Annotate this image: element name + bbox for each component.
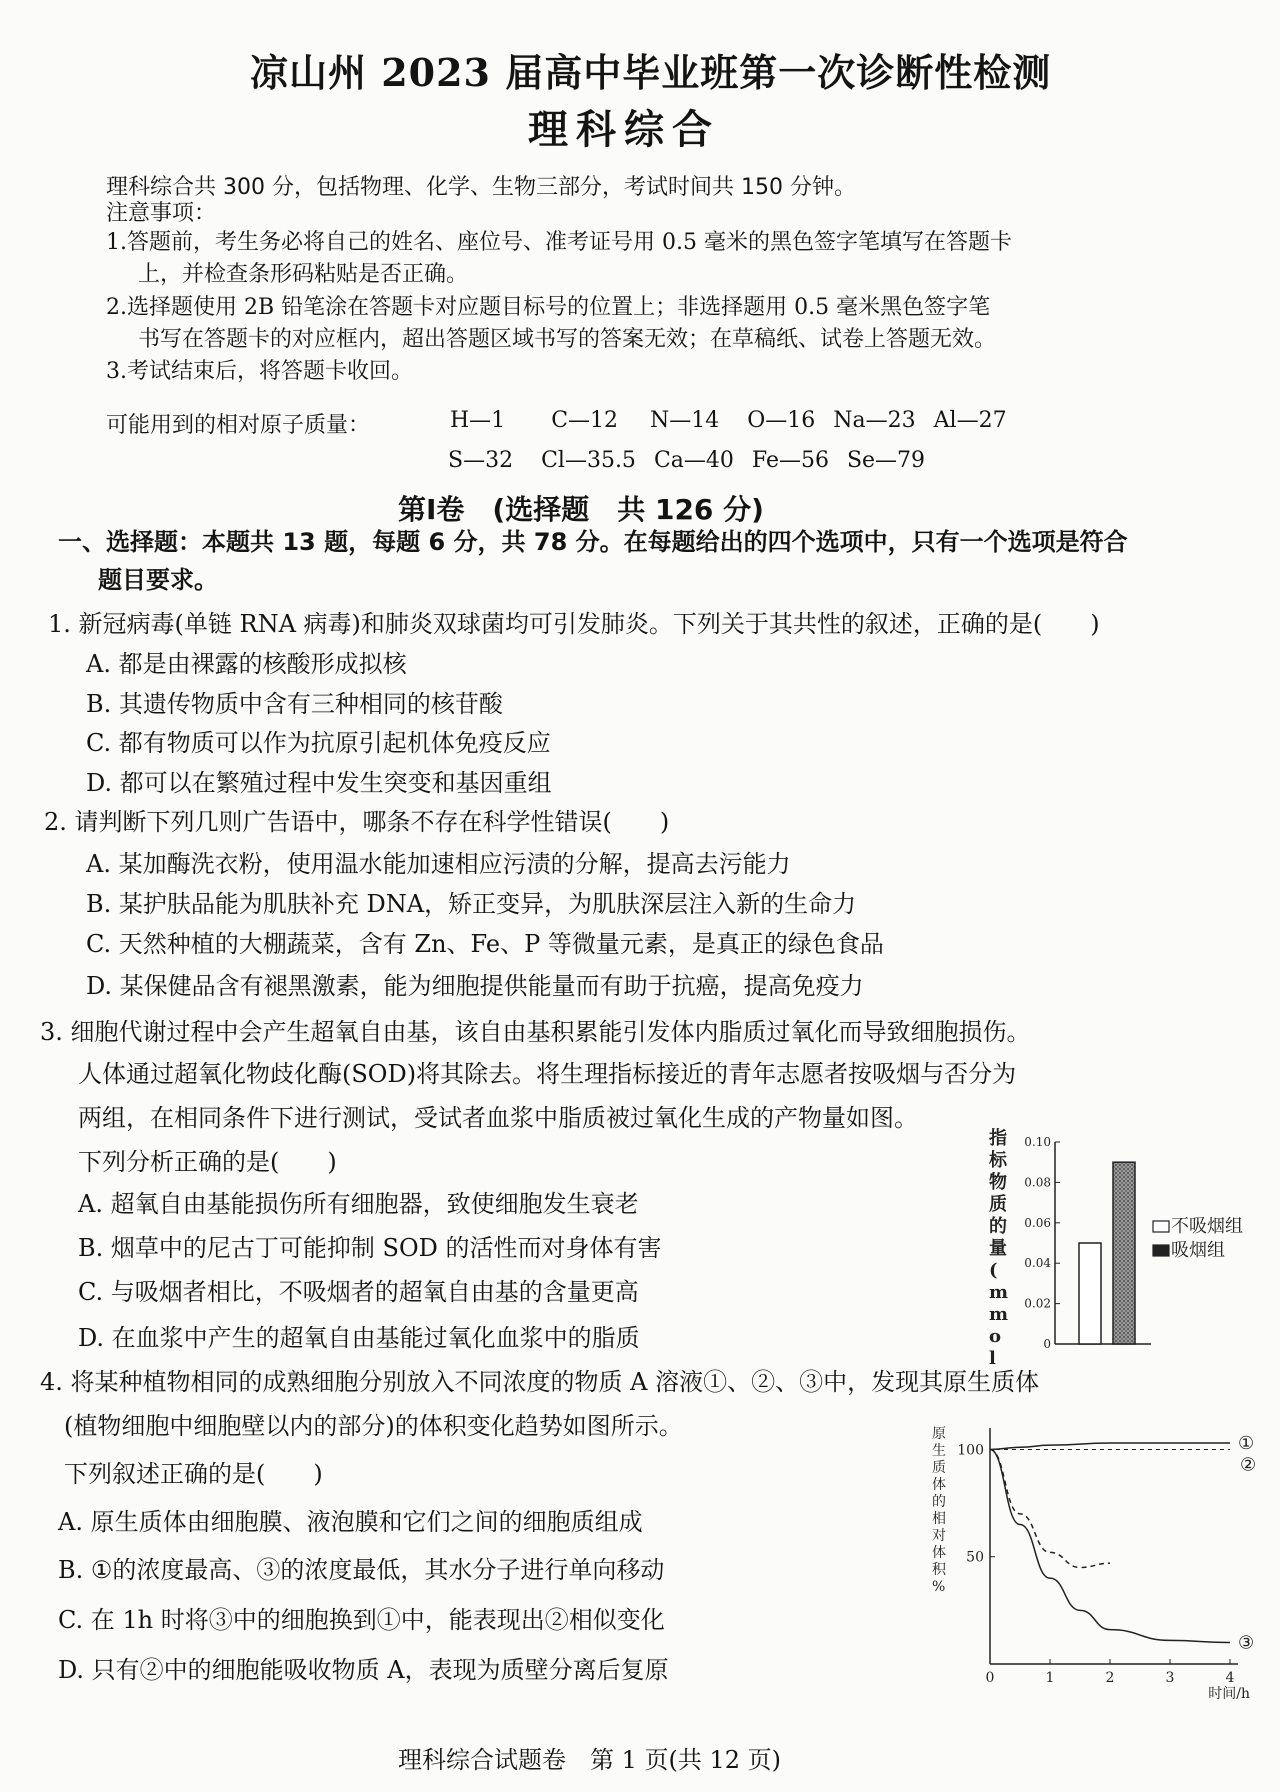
line-chart-xtick-label: 0 <box>985 1670 995 1686</box>
question-stem: 3. 细胞代谢过程中会产生超氧自由基，该自由基积累能引发体内脂质过氧化而导致细胞损伤。 <box>40 1018 1031 1046</box>
notice-item: 上，并检查条形码粘贴是否正确。 <box>138 262 469 287</box>
line-chart-ylabel-char: 原 <box>932 1426 946 1442</box>
legend-swatch <box>1153 1245 1169 1256</box>
line-chart-xlabel: 时间/h <box>1208 1686 1250 1702</box>
notice-heading: 注意事项： <box>106 201 217 226</box>
line-series-1 <box>990 1443 1230 1449</box>
line-series-3 <box>990 1449 1230 1642</box>
line-chart-ylabel-char: 体 <box>932 1545 946 1561</box>
section-title: 第Ⅰ卷 (选择题 共 126 分) <box>398 493 764 526</box>
notice-item: 1.答题前，考生务必将自己的姓名、座位号、准考证号用 0.5 毫米的黑色签字笔填写在答题卡 <box>106 230 1012 255</box>
line-chart-ylabel-char: 质 <box>932 1460 946 1476</box>
line-chart-ylabel-char: % <box>932 1579 946 1595</box>
atomic-mass-row-1 <box>450 408 1025 433</box>
question-stem: 4. 将某种植物相同的成熟细胞分别放入不同浓度的物质 A 溶液①、②、③中，发现其原生质体 <box>40 1368 1040 1396</box>
atomic-mass-item: Al—27 <box>933 408 1007 433</box>
question-stem: 下列叙述正确的是( ) <box>64 1460 323 1488</box>
bar-chart-ylabel-char: 物 <box>989 1172 1007 1193</box>
page-footer: 理科综合试题卷 第 1 页(共 12 页) <box>398 1746 782 1774</box>
question-option: C. 在 1h 时将③中的细胞换到①中，能表现出②相似变化 <box>58 1606 665 1634</box>
line-chart-ylabel-char: 积 <box>932 1562 946 1578</box>
legend-label: 不吸烟组 <box>1171 1216 1243 1237</box>
line-chart-xtick-label: 3 <box>1165 1670 1175 1686</box>
line-chart-ytick-label: 50 <box>966 1549 984 1566</box>
line-chart-ylabel-char: 体 <box>932 1477 946 1493</box>
bar-chart-ylabel-char: 标 <box>989 1150 1007 1171</box>
exam-title: 凉山州 2023 届高中毕业班第一次诊断性检测 <box>250 50 1052 95</box>
question-option: D. 只有②中的细胞能吸收物质 A，表现为质壁分离后复原 <box>58 1656 669 1684</box>
bar-chart-ytick-label: 0 <box>1043 1337 1051 1351</box>
section-heading: 题目要求。 <box>98 566 218 594</box>
bar-chart-ylabel-char: o <box>989 1326 1002 1347</box>
exam-subtitle: 理科综合 <box>528 106 720 153</box>
line-chart-xtick-label: 4 <box>1225 1670 1235 1686</box>
question-option: A. 原生质体由细胞膜、液泡膜和它们之间的细胞质组成 <box>58 1508 643 1536</box>
line-series-label: ① <box>1238 1433 1255 1455</box>
line-series-2 <box>990 1449 1110 1567</box>
question-option: D. 在血浆中产生的超氧自由基能过氧化血浆中的脂质 <box>78 1324 640 1352</box>
question-option: C. 天然种植的大棚蔬菜，含有 Zn、Fe、P 等微量元素，是真正的绿色食品 <box>86 930 884 958</box>
atomic-mass-label: 可能用到的相对原子质量： <box>106 413 371 438</box>
atomic-mass-item: C—12 <box>551 408 619 433</box>
line-chart-xtick-label: 2 <box>1105 1670 1115 1686</box>
question-option: B. 某护肤品能为肌肤补充 DNA，矫正变异，为肌肤深层注入新的生命力 <box>86 890 857 918</box>
atomic-mass-item: S—32 <box>448 448 514 473</box>
question-option: C. 都有物质可以作为抗原引起机体免疫反应 <box>86 729 551 757</box>
bar-non-smoker <box>1079 1243 1101 1344</box>
line-chart <box>920 1416 1260 1702</box>
question-option: A. 超氧自由基能损伤所有细胞器，致使细胞发生衰老 <box>78 1190 639 1218</box>
bar-chart-ylabel-char: 的 <box>989 1216 1007 1237</box>
question-option: B. 烟草中的尼古丁可能抑制 SOD 的活性而对身体有害 <box>78 1234 662 1262</box>
bar-chart-ylabel-char: l <box>989 1348 996 1364</box>
question-option: D. 某保健品含有褪黑激素，能为细胞提供能量而有助于抗癌，提高免疫力 <box>86 972 864 1000</box>
notice-item: 2.选择题使用 2B 铅笔涂在答题卡对应题目标号的位置上；非选择题用 0.5 毫米黑色签字笔 <box>106 295 991 320</box>
bar-chart-ytick-label: 0.08 <box>1024 1175 1051 1190</box>
line-chart-ylabel-char: 相 <box>932 1511 946 1527</box>
bar-chart-ylabel-char: m <box>989 1282 1009 1303</box>
line-chart-ylabel-char: 对 <box>932 1528 946 1544</box>
atomic-mass-item: Se—79 <box>846 448 926 473</box>
atomic-mass-row-2 <box>448 448 943 473</box>
line-chart-ylabel-char: 的 <box>932 1494 946 1510</box>
legend-label: 吸烟组 <box>1171 1240 1225 1261</box>
question-stem: (植物细胞中细胞壁以内的部分)的体积变化趋势如图所示。 <box>64 1412 683 1440</box>
question-stem: 人体通过超氧化物歧化酶(SOD)将其除去。将生理指标接近的青年志愿者按吸烟与否分为 <box>78 1060 1017 1088</box>
atomic-mass-item: H—1 <box>450 408 506 433</box>
bar-chart-ylabel-char: ( <box>989 1260 998 1281</box>
notice-item: 3.考试结束后，将答题卡收回。 <box>106 359 413 384</box>
atomic-mass-item: Cl—35.5 <box>541 448 636 473</box>
bar-chart-ytick-label: 0.10 <box>1024 1135 1051 1149</box>
question-stem: 2. 请判断下列几则广告语中，哪条不存在科学性错误( ) <box>44 808 670 836</box>
question-option: A. 都是由裸露的核酸形成拟核 <box>86 650 407 678</box>
question-option: C. 与吸烟者相比，不吸烟者的超氧自由基的含量更高 <box>78 1278 639 1306</box>
question-stem: 下列分析正确的是( ) <box>78 1148 337 1176</box>
bar-chart-ylabel-char: m <box>989 1304 1009 1325</box>
question-option: B. ①的浓度最高、③的浓度最低，其水分子进行单向移动 <box>58 1556 665 1584</box>
bar-chart-ylabel-char: 质 <box>989 1194 1007 1215</box>
bar-chart-ytick-label: 0.04 <box>1024 1256 1051 1271</box>
atomic-mass-item: O—16 <box>747 408 816 433</box>
line-chart-ylabel <box>932 1426 947 1595</box>
bar-chart-ytick-label: 0.02 <box>1024 1296 1051 1311</box>
line-chart-xtick-label: 1 <box>1045 1670 1055 1686</box>
question-option: B. 其遗传物质中含有三种相同的核苷酸 <box>86 690 503 718</box>
atomic-mass-item: N—14 <box>650 408 720 433</box>
legend-swatch <box>1153 1221 1169 1232</box>
atomic-mass-item: Fe—56 <box>751 448 829 473</box>
bar-smoker <box>1113 1162 1135 1344</box>
atomic-mass-item: Ca—40 <box>653 448 734 473</box>
bar-chart-ylabel-char: 量 <box>989 1238 1007 1259</box>
line-chart-ytick-label: 100 <box>957 1442 984 1459</box>
line-series-label: ③ <box>1238 1632 1255 1654</box>
bar-chart-ytick-label: 0.06 <box>1024 1215 1051 1230</box>
line-chart-ylabel-char: 生 <box>932 1443 946 1459</box>
notice-item: 书写在答题卡的对应框内，超出答题区域书写的答案无效；在草稿纸、试卷上答题无效。 <box>138 327 997 352</box>
line-series-label: ② <box>1240 1454 1257 1476</box>
bar-chart-ylabel <box>988 1127 1008 1364</box>
question-stem: 两组，在相同条件下进行测试，受试者血浆中脂质被过氧化生成的产物量如图。 <box>78 1104 918 1132</box>
bar-chart-ylabel-char: 指 <box>989 1128 1007 1149</box>
question-stem: 1. 新冠病毒(单链 RNA 病毒)和肺炎双球菌均可引发肺炎。下列关于其共性的叙述，正确的是( ) <box>48 610 1100 638</box>
question-option: A. 某加酶洗衣粉，使用温水能加速相应污渍的分解，提高去污能力 <box>86 850 791 878</box>
section-heading: 一、选择题：本题共 13 题，每题 6 分，共 78 分。在每题给出的四个选项中，只有一个选项是符合 <box>58 528 1128 556</box>
intro-text: 理科综合共 300 分，包括物理、化学、生物三部分，考试时间共 150 分钟。 <box>106 175 856 200</box>
bar-chart <box>975 1124 1275 1364</box>
atomic-mass-item: Na—23 <box>833 408 916 433</box>
question-option: D. 都可以在繁殖过程中发生突变和基因重组 <box>86 769 552 797</box>
